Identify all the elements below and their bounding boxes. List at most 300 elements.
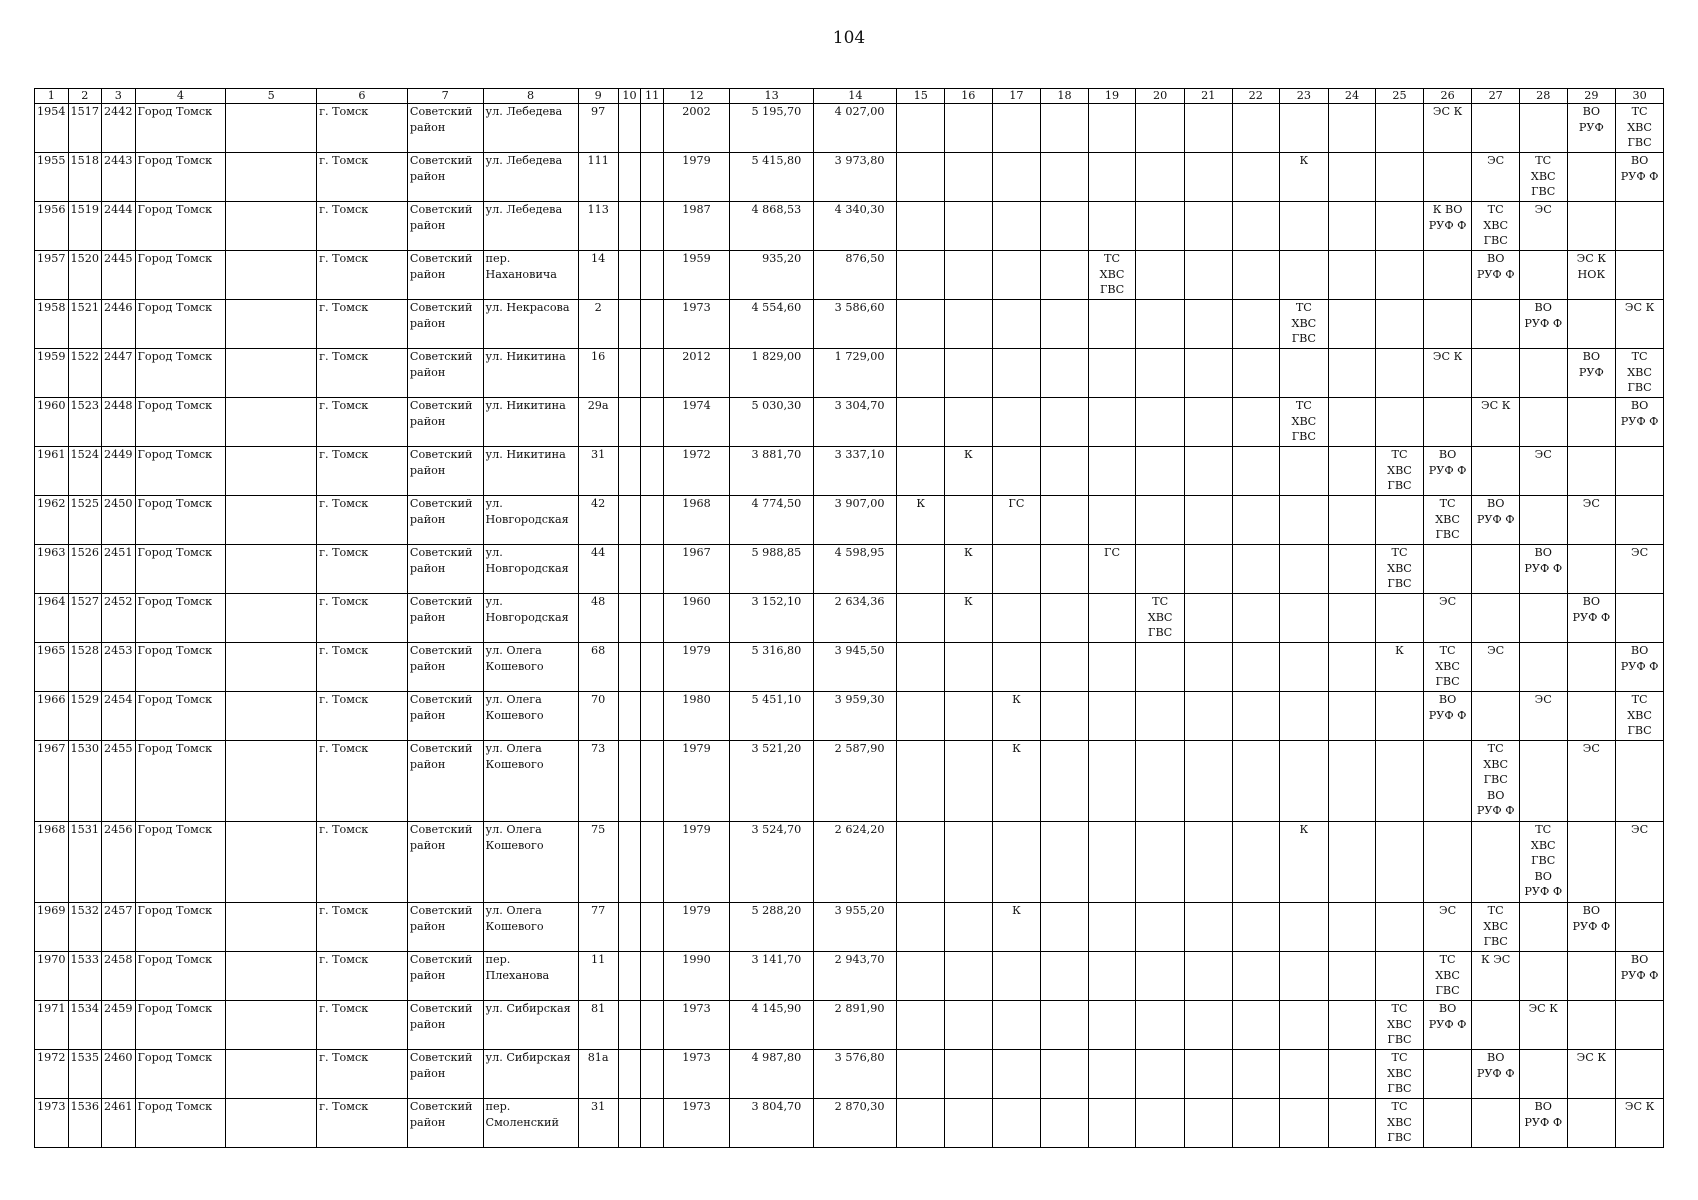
cell-col-19 xyxy=(1088,741,1136,822)
cell-empty-col-11 xyxy=(641,496,664,545)
cell-district: Советский район xyxy=(407,349,483,398)
cell-empty-col-5 xyxy=(226,545,317,594)
cell-col-30 xyxy=(1616,1050,1664,1099)
table-row xyxy=(35,447,1664,496)
cell-n2: 1526 xyxy=(68,545,102,594)
cell-year: 1987 xyxy=(664,202,730,251)
column-header-2: 2 xyxy=(68,89,102,104)
cell-col-16 xyxy=(945,822,993,903)
cell-street: ул. Новгородская xyxy=(483,594,578,643)
cell-empty-col-11 xyxy=(641,545,664,594)
cell-district: Советский район xyxy=(407,202,483,251)
cell-col-17: ГС xyxy=(992,496,1041,545)
cell-col-29 xyxy=(1567,692,1616,741)
cell-col-29: ЭС xyxy=(1567,496,1616,545)
cell-area-total: 4 987,80 xyxy=(729,1050,813,1099)
cell-n1: 1973 xyxy=(35,1099,69,1148)
cell-area-total: 5 415,80 xyxy=(729,153,813,202)
housing-registry-table xyxy=(34,88,1664,1148)
cell-district: Советский район xyxy=(407,251,483,300)
cell-street: ул. Некрасова xyxy=(483,300,578,349)
cell-empty-col-10 xyxy=(618,251,641,300)
cell-col-30: ЭС К xyxy=(1616,1099,1664,1148)
cell-street: ул. Олега Кошевого xyxy=(483,692,578,741)
cell-empty-col-5 xyxy=(226,903,317,952)
cell-empty-col-11 xyxy=(641,594,664,643)
cell-house: 14 xyxy=(578,251,618,300)
table-row xyxy=(35,349,1664,398)
cell-col-20 xyxy=(1136,692,1185,741)
cell-col-30 xyxy=(1616,202,1664,251)
cell-area-total: 3 141,70 xyxy=(729,952,813,1001)
cell-col-16: К xyxy=(945,545,993,594)
table-body xyxy=(35,104,1664,1148)
cell-district: Советский район xyxy=(407,952,483,1001)
cell-col-29: ВО РУФ xyxy=(1567,349,1616,398)
table-row xyxy=(35,251,1664,300)
cell-year: 1973 xyxy=(664,1001,730,1050)
cell-street: ул. Лебедева xyxy=(483,104,578,153)
column-header-29: 29 xyxy=(1567,89,1616,104)
cell-n1: 1961 xyxy=(35,447,69,496)
cell-col-30: ТС ХВС ГВС xyxy=(1616,692,1664,741)
cell-district: Советский район xyxy=(407,594,483,643)
cell-area-total: 935,20 xyxy=(729,251,813,300)
cell-col-19 xyxy=(1088,202,1136,251)
cell-col-29 xyxy=(1567,153,1616,202)
cell-street: ул. Новгородская xyxy=(483,545,578,594)
cell-area-living: 4 027,00 xyxy=(814,104,897,153)
cell-empty-col-5 xyxy=(226,202,317,251)
cell-empty-col-11 xyxy=(641,643,664,692)
cell-col-25 xyxy=(1376,398,1424,447)
cell-col-24 xyxy=(1328,903,1376,952)
cell-col-19 xyxy=(1088,447,1136,496)
cell-col-18 xyxy=(1041,952,1089,1001)
cell-col-17 xyxy=(992,300,1041,349)
cell-area-total: 3 152,10 xyxy=(729,594,813,643)
cell-area-total: 4 145,90 xyxy=(729,1001,813,1050)
cell-col-17 xyxy=(992,1050,1041,1099)
cell-col-19: ТС ХВС ГВС xyxy=(1088,251,1136,300)
cell-municipality: Город Томск xyxy=(135,300,226,349)
cell-col-20 xyxy=(1136,822,1185,903)
cell-col-18 xyxy=(1041,349,1089,398)
cell-col-30: ВО РУФ Ф xyxy=(1616,153,1664,202)
cell-col-26: ТС ХВС ГВС xyxy=(1423,496,1472,545)
column-header-9: 9 xyxy=(578,89,618,104)
cell-col-19 xyxy=(1088,643,1136,692)
cell-n3: 2449 xyxy=(102,447,136,496)
cell-col-15 xyxy=(897,594,945,643)
cell-year: 1979 xyxy=(664,643,730,692)
cell-col-15 xyxy=(897,398,945,447)
cell-n1: 1966 xyxy=(35,692,69,741)
cell-street: пер. Нахановича xyxy=(483,251,578,300)
cell-area-total: 5 195,70 xyxy=(729,104,813,153)
cell-col-18 xyxy=(1041,1050,1089,1099)
cell-empty-col-10 xyxy=(618,545,641,594)
cell-col-18 xyxy=(1041,741,1089,822)
cell-col-19 xyxy=(1088,903,1136,952)
cell-n2: 1528 xyxy=(68,643,102,692)
cell-col-20 xyxy=(1136,349,1185,398)
cell-col-19 xyxy=(1088,952,1136,1001)
cell-col-25 xyxy=(1376,903,1424,952)
cell-col-27 xyxy=(1472,1001,1520,1050)
cell-col-29: ВО РУФ Ф xyxy=(1567,903,1616,952)
cell-col-17 xyxy=(992,349,1041,398)
cell-area-living: 1 729,00 xyxy=(814,349,897,398)
cell-municipality: Город Томск xyxy=(135,153,226,202)
cell-col-20 xyxy=(1136,903,1185,952)
cell-col-30 xyxy=(1616,496,1664,545)
column-header-20: 20 xyxy=(1136,89,1185,104)
cell-district: Советский район xyxy=(407,643,483,692)
cell-empty-col-5 xyxy=(226,692,317,741)
cell-year: 1979 xyxy=(664,153,730,202)
cell-empty-col-11 xyxy=(641,300,664,349)
cell-col-17: К xyxy=(992,741,1041,822)
cell-col-19 xyxy=(1088,349,1136,398)
cell-col-27 xyxy=(1472,447,1520,496)
column-header-26: 26 xyxy=(1423,89,1472,104)
cell-col-17 xyxy=(992,202,1041,251)
cell-col-27 xyxy=(1472,300,1520,349)
cell-house: 81а xyxy=(578,1050,618,1099)
cell-col-21 xyxy=(1184,1001,1232,1050)
cell-n1: 1964 xyxy=(35,594,69,643)
cell-house: 11 xyxy=(578,952,618,1001)
cell-settlement: г. Томск xyxy=(317,496,408,545)
cell-house: 48 xyxy=(578,594,618,643)
cell-col-16 xyxy=(945,153,993,202)
cell-col-26: ЭС xyxy=(1423,594,1472,643)
cell-empty-col-5 xyxy=(226,1001,317,1050)
cell-area-total: 4 868,53 xyxy=(729,202,813,251)
cell-n3: 2450 xyxy=(102,496,136,545)
cell-col-20 xyxy=(1136,300,1185,349)
cell-municipality: Город Томск xyxy=(135,594,226,643)
cell-area-total: 3 524,70 xyxy=(729,822,813,903)
cell-col-25 xyxy=(1376,741,1424,822)
cell-year: 1979 xyxy=(664,741,730,822)
cell-col-27: ЭС xyxy=(1472,153,1520,202)
cell-settlement: г. Томск xyxy=(317,692,408,741)
cell-year: 1974 xyxy=(664,398,730,447)
table-row xyxy=(35,952,1664,1001)
cell-col-24 xyxy=(1328,104,1376,153)
cell-col-19: ГС xyxy=(1088,545,1136,594)
cell-col-16 xyxy=(945,104,993,153)
cell-col-25 xyxy=(1376,822,1424,903)
cell-col-19 xyxy=(1088,594,1136,643)
table-row xyxy=(35,153,1664,202)
cell-col-20 xyxy=(1136,643,1185,692)
cell-empty-col-5 xyxy=(226,398,317,447)
cell-district: Советский район xyxy=(407,1099,483,1148)
cell-settlement: г. Томск xyxy=(317,349,408,398)
cell-area-total: 5 288,20 xyxy=(729,903,813,952)
cell-empty-col-5 xyxy=(226,300,317,349)
cell-col-17 xyxy=(992,822,1041,903)
cell-col-29 xyxy=(1567,300,1616,349)
cell-col-23 xyxy=(1280,1001,1329,1050)
cell-col-23 xyxy=(1280,545,1329,594)
column-header-27: 27 xyxy=(1472,89,1520,104)
cell-col-30: ВО РУФ Ф xyxy=(1616,398,1664,447)
cell-col-26 xyxy=(1423,545,1472,594)
cell-col-15 xyxy=(897,545,945,594)
cell-col-17 xyxy=(992,1099,1041,1148)
cell-area-living: 3 973,80 xyxy=(814,153,897,202)
cell-house: 77 xyxy=(578,903,618,952)
cell-col-24 xyxy=(1328,741,1376,822)
column-header-4: 4 xyxy=(135,89,226,104)
cell-col-15 xyxy=(897,251,945,300)
cell-col-26 xyxy=(1423,1050,1472,1099)
cell-col-24 xyxy=(1328,349,1376,398)
cell-empty-col-11 xyxy=(641,952,664,1001)
cell-col-17 xyxy=(992,251,1041,300)
cell-area-total: 3 804,70 xyxy=(729,1099,813,1148)
cell-col-22 xyxy=(1232,545,1280,594)
cell-col-18 xyxy=(1041,251,1089,300)
cell-settlement: г. Томск xyxy=(317,1001,408,1050)
cell-col-20 xyxy=(1136,104,1185,153)
cell-house: 29а xyxy=(578,398,618,447)
column-number-header-row xyxy=(35,89,1664,104)
cell-municipality: Город Томск xyxy=(135,398,226,447)
cell-n1: 1972 xyxy=(35,1050,69,1099)
cell-col-27: К ЭС xyxy=(1472,952,1520,1001)
cell-col-28 xyxy=(1519,251,1567,300)
cell-municipality: Город Томск xyxy=(135,741,226,822)
cell-empty-col-11 xyxy=(641,1099,664,1148)
cell-col-30: ТС ХВС ГВС xyxy=(1616,349,1664,398)
cell-col-27: ТС ХВС ГВС xyxy=(1472,202,1520,251)
cell-empty-col-11 xyxy=(641,1001,664,1050)
cell-col-22 xyxy=(1232,952,1280,1001)
cell-area-living: 876,50 xyxy=(814,251,897,300)
cell-col-17 xyxy=(992,447,1041,496)
cell-col-23 xyxy=(1280,594,1329,643)
cell-n3: 2461 xyxy=(102,1099,136,1148)
cell-col-17 xyxy=(992,952,1041,1001)
cell-col-30 xyxy=(1616,903,1664,952)
cell-col-24 xyxy=(1328,398,1376,447)
cell-empty-col-5 xyxy=(226,251,317,300)
cell-n2: 1525 xyxy=(68,496,102,545)
cell-col-28 xyxy=(1519,952,1567,1001)
cell-col-15: К xyxy=(897,496,945,545)
cell-area-total: 3 521,20 xyxy=(729,741,813,822)
cell-n2: 1520 xyxy=(68,251,102,300)
cell-col-24 xyxy=(1328,692,1376,741)
cell-col-26: ТС ХВС ГВС xyxy=(1423,643,1472,692)
cell-empty-col-5 xyxy=(226,496,317,545)
cell-n2: 1519 xyxy=(68,202,102,251)
cell-col-23 xyxy=(1280,692,1329,741)
cell-col-15 xyxy=(897,903,945,952)
cell-n3: 2453 xyxy=(102,643,136,692)
cell-settlement: г. Томск xyxy=(317,1099,408,1148)
cell-col-25: К xyxy=(1376,643,1424,692)
column-header-21: 21 xyxy=(1184,89,1232,104)
cell-col-22 xyxy=(1232,349,1280,398)
cell-area-total: 5 451,10 xyxy=(729,692,813,741)
cell-empty-col-5 xyxy=(226,822,317,903)
cell-empty-col-10 xyxy=(618,822,641,903)
cell-n1: 1963 xyxy=(35,545,69,594)
cell-col-18 xyxy=(1041,822,1089,903)
cell-col-24 xyxy=(1328,251,1376,300)
cell-area-total: 4 774,50 xyxy=(729,496,813,545)
cell-year: 1959 xyxy=(664,251,730,300)
cell-settlement: г. Томск xyxy=(317,300,408,349)
cell-col-25 xyxy=(1376,594,1424,643)
cell-n2: 1530 xyxy=(68,741,102,822)
cell-col-29: ЭС К НОК xyxy=(1567,251,1616,300)
column-header-18: 18 xyxy=(1041,89,1089,104)
cell-col-28: ЭС xyxy=(1519,202,1567,251)
cell-empty-col-10 xyxy=(618,398,641,447)
cell-col-19 xyxy=(1088,398,1136,447)
cell-col-16 xyxy=(945,903,993,952)
cell-col-16 xyxy=(945,251,993,300)
cell-n2: 1517 xyxy=(68,104,102,153)
cell-col-24 xyxy=(1328,447,1376,496)
cell-house: 16 xyxy=(578,349,618,398)
cell-col-27: ВО РУФ Ф xyxy=(1472,251,1520,300)
cell-area-living: 3 959,30 xyxy=(814,692,897,741)
cell-year: 1973 xyxy=(664,300,730,349)
cell-col-26: ВО РУФ Ф xyxy=(1423,447,1472,496)
cell-col-18 xyxy=(1041,447,1089,496)
cell-municipality: Город Томск xyxy=(135,1001,226,1050)
cell-year: 2012 xyxy=(664,349,730,398)
cell-col-22 xyxy=(1232,1050,1280,1099)
cell-col-22 xyxy=(1232,447,1280,496)
cell-col-22 xyxy=(1232,251,1280,300)
cell-col-30: ЭС xyxy=(1616,545,1664,594)
cell-col-29 xyxy=(1567,643,1616,692)
cell-col-15 xyxy=(897,741,945,822)
cell-house: 31 xyxy=(578,447,618,496)
cell-col-22 xyxy=(1232,822,1280,903)
table-row xyxy=(35,104,1664,153)
cell-col-21 xyxy=(1184,545,1232,594)
cell-col-16: К xyxy=(945,594,993,643)
cell-col-17 xyxy=(992,1001,1041,1050)
cell-col-30 xyxy=(1616,251,1664,300)
cell-col-16 xyxy=(945,692,993,741)
cell-area-total: 5 988,85 xyxy=(729,545,813,594)
cell-col-24 xyxy=(1328,643,1376,692)
cell-col-27 xyxy=(1472,545,1520,594)
column-header-24: 24 xyxy=(1328,89,1376,104)
cell-col-22 xyxy=(1232,1099,1280,1148)
cell-col-28 xyxy=(1519,349,1567,398)
cell-empty-col-10 xyxy=(618,594,641,643)
cell-empty-col-10 xyxy=(618,741,641,822)
cell-n2: 1532 xyxy=(68,903,102,952)
cell-col-26 xyxy=(1423,300,1472,349)
cell-area-living: 3 586,60 xyxy=(814,300,897,349)
cell-area-living: 2 587,90 xyxy=(814,741,897,822)
table-row xyxy=(35,300,1664,349)
cell-empty-col-11 xyxy=(641,398,664,447)
cell-col-15 xyxy=(897,1099,945,1148)
cell-n1: 1958 xyxy=(35,300,69,349)
cell-col-23 xyxy=(1280,202,1329,251)
cell-col-28 xyxy=(1519,104,1567,153)
cell-col-26: ЭС К xyxy=(1423,349,1472,398)
cell-col-28: ТС ХВС ГВС ВО РУФ Ф xyxy=(1519,822,1567,903)
cell-n3: 2448 xyxy=(102,398,136,447)
cell-col-29 xyxy=(1567,202,1616,251)
cell-col-22 xyxy=(1232,741,1280,822)
cell-area-total: 3 881,70 xyxy=(729,447,813,496)
table-row xyxy=(35,496,1664,545)
cell-n1: 1962 xyxy=(35,496,69,545)
cell-col-24 xyxy=(1328,496,1376,545)
cell-col-25 xyxy=(1376,952,1424,1001)
cell-col-19 xyxy=(1088,496,1136,545)
cell-col-20 xyxy=(1136,1001,1185,1050)
cell-year: 1979 xyxy=(664,822,730,903)
cell-empty-col-10 xyxy=(618,349,641,398)
cell-empty-col-5 xyxy=(226,952,317,1001)
cell-col-17 xyxy=(992,398,1041,447)
column-header-7: 7 xyxy=(407,89,483,104)
cell-col-27 xyxy=(1472,1099,1520,1148)
cell-empty-col-10 xyxy=(618,447,641,496)
cell-col-22 xyxy=(1232,398,1280,447)
cell-col-22 xyxy=(1232,903,1280,952)
cell-col-25 xyxy=(1376,153,1424,202)
table-row xyxy=(35,903,1664,952)
column-header-3: 3 xyxy=(102,89,136,104)
cell-municipality: Город Томск xyxy=(135,643,226,692)
cell-col-17 xyxy=(992,153,1041,202)
cell-col-18 xyxy=(1041,1099,1089,1148)
cell-col-21 xyxy=(1184,903,1232,952)
cell-n2: 1529 xyxy=(68,692,102,741)
cell-settlement: г. Томск xyxy=(317,952,408,1001)
cell-n2: 1518 xyxy=(68,153,102,202)
cell-street: ул. Никитина xyxy=(483,447,578,496)
cell-area-living: 2 634,36 xyxy=(814,594,897,643)
cell-col-17 xyxy=(992,643,1041,692)
cell-col-29: ВО РУФ xyxy=(1567,104,1616,153)
cell-settlement: г. Томск xyxy=(317,643,408,692)
table-row xyxy=(35,545,1664,594)
cell-col-15 xyxy=(897,447,945,496)
cell-col-23 xyxy=(1280,349,1329,398)
cell-n1: 1960 xyxy=(35,398,69,447)
cell-n2: 1523 xyxy=(68,398,102,447)
column-header-1: 1 xyxy=(35,89,69,104)
cell-col-17: К xyxy=(992,903,1041,952)
cell-col-22 xyxy=(1232,300,1280,349)
cell-col-21 xyxy=(1184,104,1232,153)
cell-empty-col-10 xyxy=(618,643,641,692)
cell-n1: 1955 xyxy=(35,153,69,202)
cell-area-living: 4 598,95 xyxy=(814,545,897,594)
cell-col-26 xyxy=(1423,822,1472,903)
cell-col-19 xyxy=(1088,104,1136,153)
